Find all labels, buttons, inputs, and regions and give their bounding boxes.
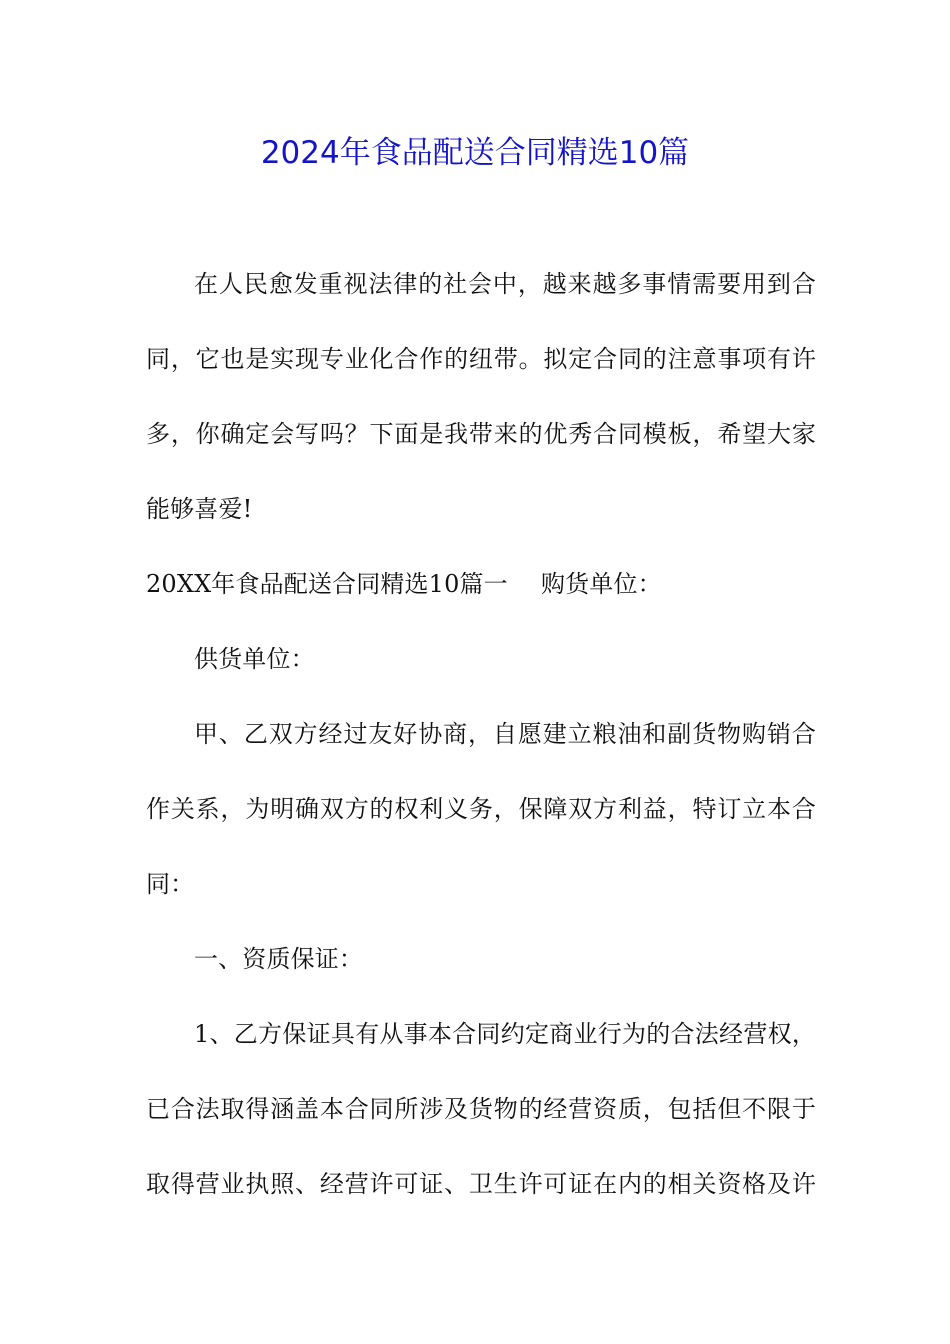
document-title: 2024年食品配送合同精选10篇 — [260, 135, 690, 171]
paragraph-line: 取得营业执照、经营许可证、卫生许可证在内的相关资格及许 — [146, 1170, 816, 1198]
clause-heading: 一、资质保证： — [194, 945, 364, 973]
paragraph-line: 能够喜爱! — [146, 495, 253, 523]
paragraph-line: 同，它也是实现专业化合作的纽带。拟定合同的注意事项有许 — [146, 345, 816, 373]
supplier-label: 供货单位： — [194, 645, 315, 673]
paragraph-line: 已合法取得涵盖本合同所涉及货物的经营资质，包括但不限于 — [146, 1095, 816, 1123]
paragraph-line: 同： — [146, 870, 195, 898]
paragraph-line: 在人民愈发重视法律的社会中，越来越多事情需要用到合 — [194, 270, 816, 298]
section-heading: 20XX年食品配送合同精选10篇一 — [146, 570, 508, 598]
paragraph-line: 甲、乙双方经过友好协商，自愿建立粮油和副货物购销合 — [194, 720, 816, 748]
paragraph-line: 多，你确定会写吗？下面是我带来的优秀合同模板，希望大家 — [146, 420, 816, 448]
paragraph-line: 1、乙方保证具有从事本合同约定商业行为的合法经营权， — [194, 1020, 816, 1048]
paragraph-line: 作关系，为明确双方的权利义务，保障双方利益，特订立本合 — [146, 795, 816, 823]
buyer-label: 购货单位： — [541, 570, 662, 598]
